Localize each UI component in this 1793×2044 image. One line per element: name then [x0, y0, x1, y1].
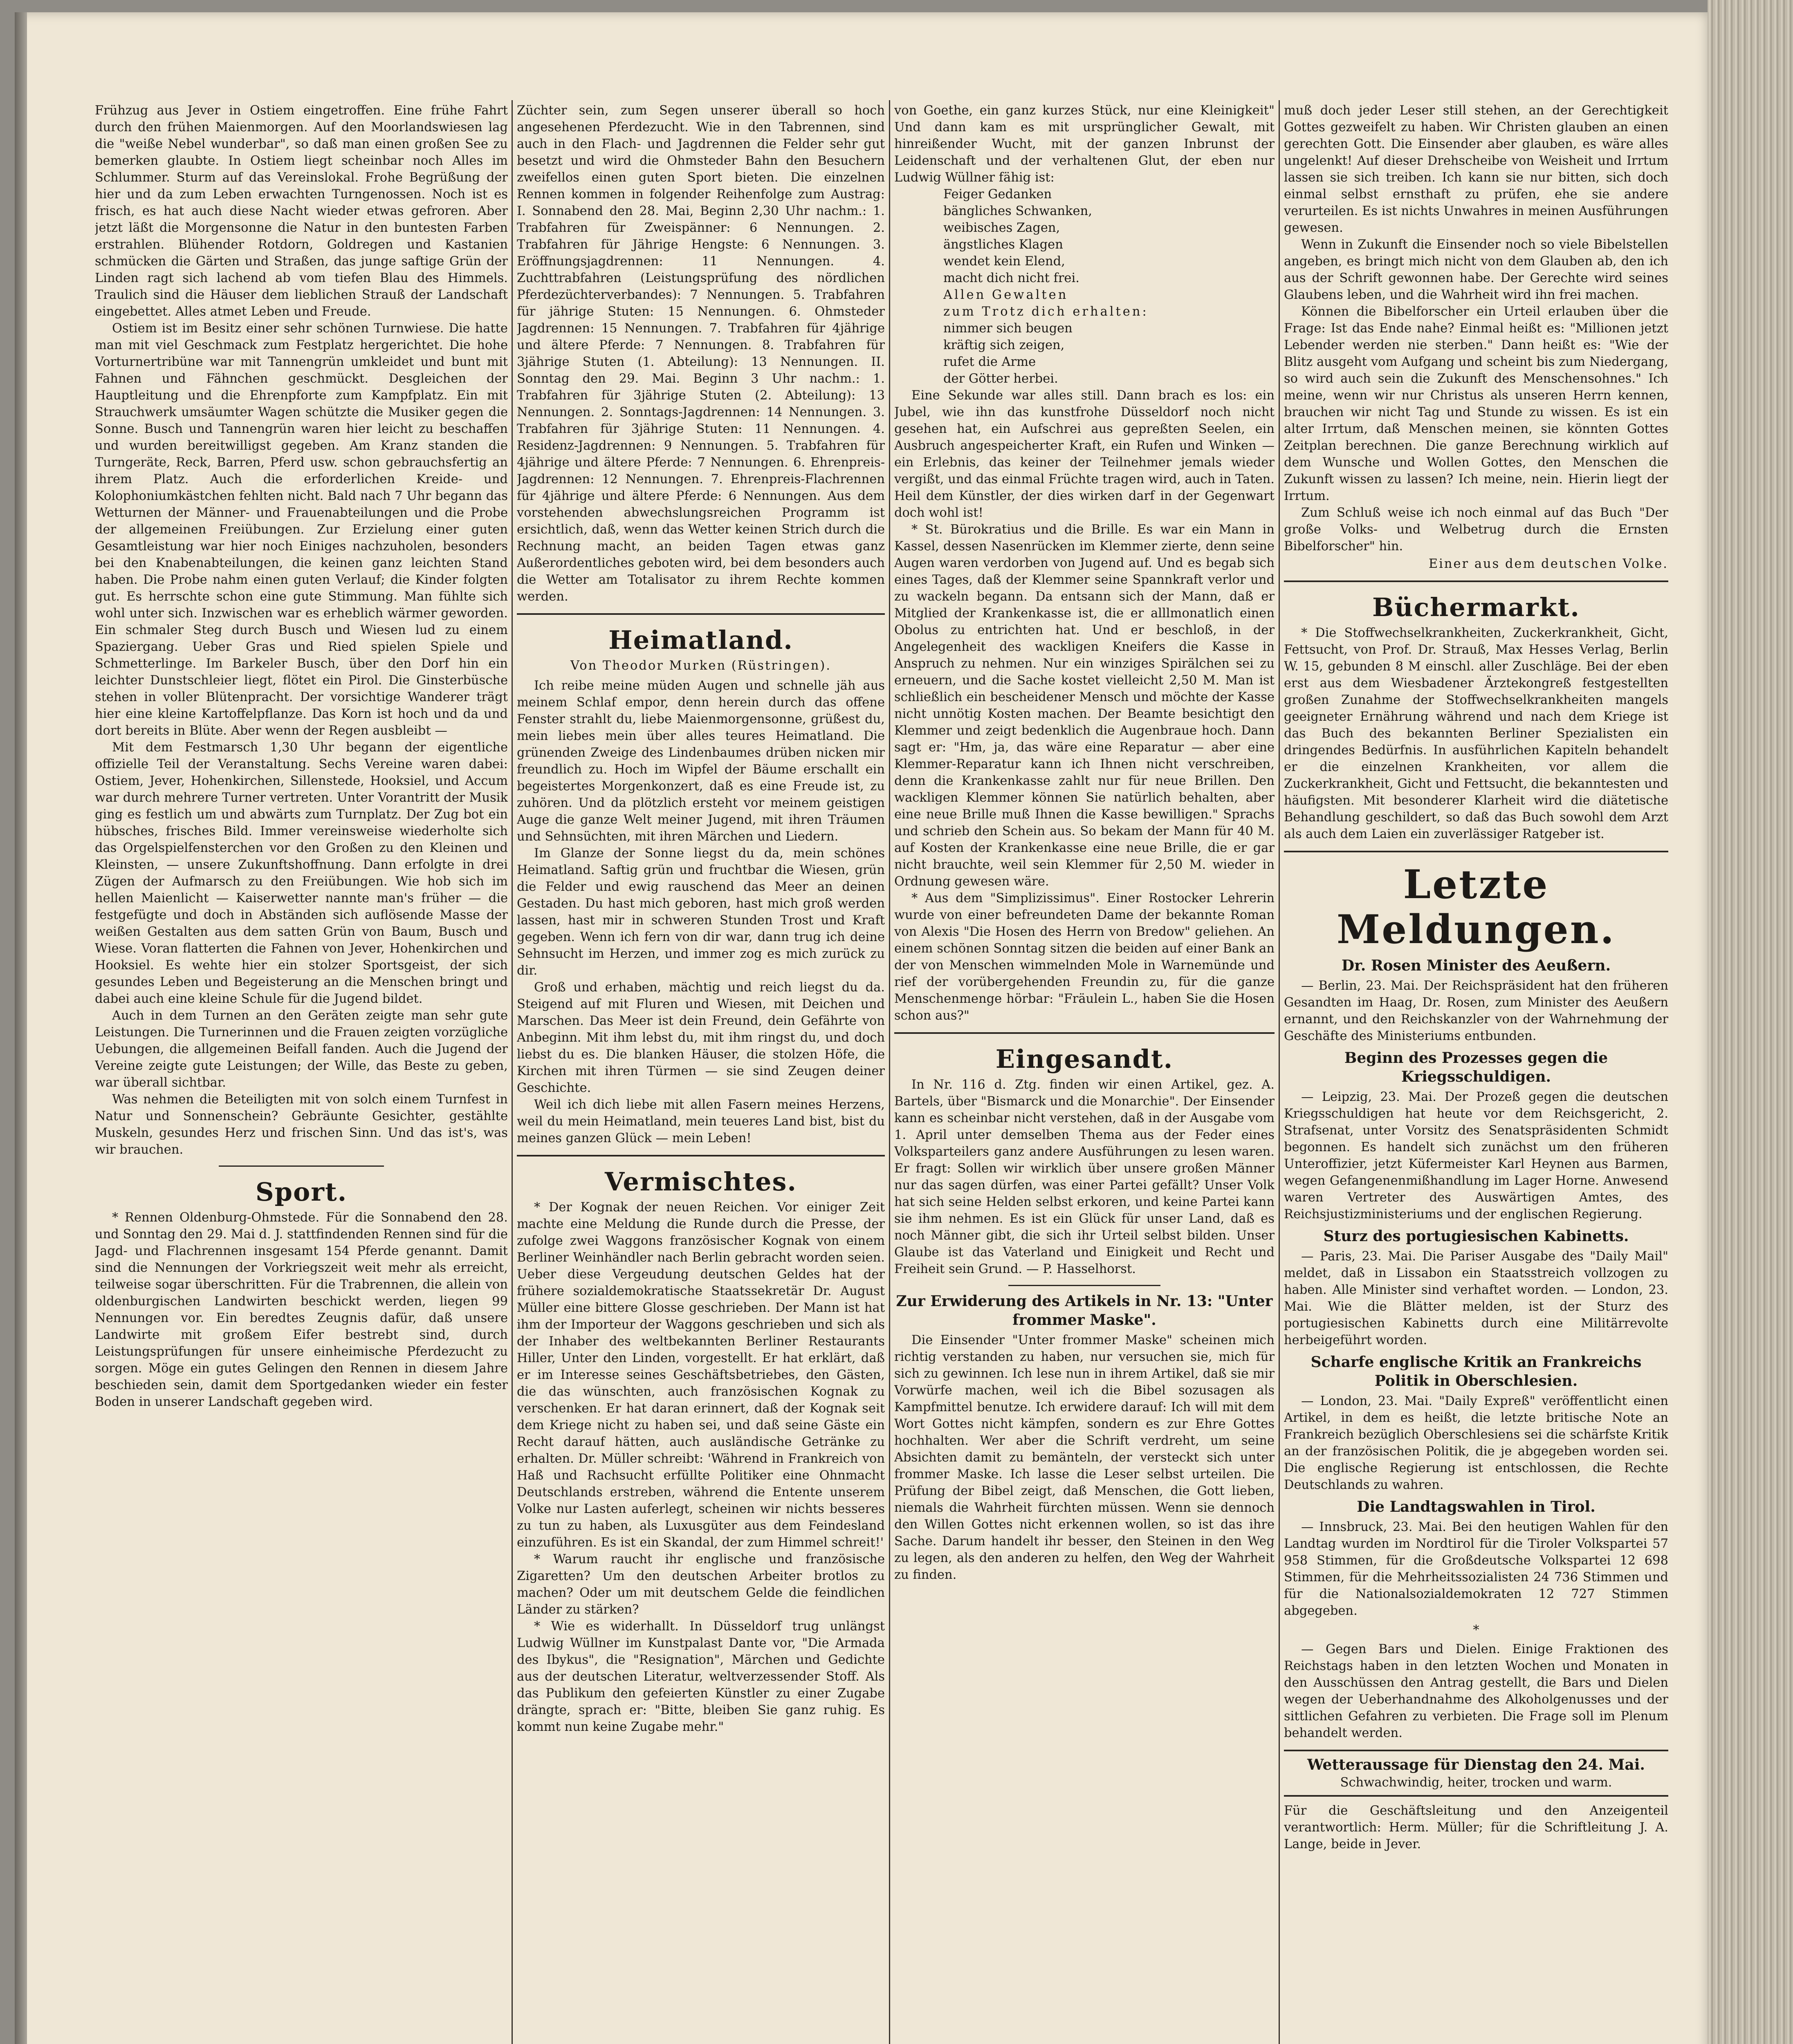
poem-line: macht dich nicht frei.	[943, 271, 1079, 285]
article-text: * Aus dem "Simplizissimus". Einer Rostocker Lehrerin wurde von einer befreundeten Dame der bekannte Roman von Alexis "Die Hosen des Herrn von Bredow" geliehen. An einem schönen Sonntag sitzen die beiden auf einer Bank an der von Menschen wimmelnden Mole in Warnemünde und rief der vorübergehenden Freundin zu, für die ganze Menschenmenge hörbar: "Fräulein L., haben Sie die Hosen schon aus?"	[894, 891, 1275, 1023]
weather-text: Schwachwindig, heiter, trocken und warm.	[1340, 1775, 1612, 1790]
signature: Einer aus dem deutschen Volke.	[1428, 557, 1668, 571]
article-text: * Wie es widerhallt. In Düsseldorf trug unlängst Ludwig Wüllner im Kunstpalast Dante vor, "Die Armada des Ibykus", die "Resignation", Märchen und Gedichte aus der deutschen Literatur, weltverzessender Stoff. Als das Publikum den gefeierten Künstler zu einer Zugabe drängte, sprach er: "Bitte, bleiben Sie ganz ruhig. Es kommt nun keine Zugabe mehr."	[517, 1619, 885, 1734]
article-text: Frühzug aus Jever in Ostiem eingetroffen. Eine frühe Fahrt durch den frühen Maienmorgen. Auf den Moorlandswiesen lag die "weiße Nebel wunderbar", so daß man einen großen See zu bemerken glaubte. In Ostiem liegt scheinbar noch Alles im Schlummer. Sturm auf das Vereinslokal. Frohe Begrüßung der hier und da zum Leben erwachten Turngenossen. Noch ist es frisch, es hat auch diese Nacht wieder etwas gefroren. Aber jetzt läßt die Morgensonne die Natur in den buntesten Farben erstrahlen. Blühender Rotdorn, Goldregen und Kastanien schmücken die Gärten und Straßen, das junge saftige Grün der Linden ragt sich lachend ab vom tiefen Blau des Himmels. Traulich sind die Häuser dem lieblichen Strauß der Landschaft eingebettet. Alles atmet Leben und Freude.	[95, 103, 508, 319]
column-2	[517, 102, 885, 2044]
news-text: — Leipzig, 23. Mai. Der Prozeß gegen die deutschen Kriegsschuldigen hat heute vor dem Reichsgericht, 2. Strafsenat, unter Vorsitz des Senatspräsidenten Schmidt begonnen. Es handelt sich zunächst um den früheren Unteroffizier, jetzt Küfermeister Karl Heynen aus Barmen, wegen Gefangenenmißhandlung im Lager Horne. Anwesend waren Vertreter des Auswärtigen Amtes, des Reichsjustizministeriums und der englischen Regierung.	[1284, 1090, 1668, 1221]
newspaper-page	[15, 12, 1708, 2044]
article-text: Zum Schluß weise ich noch einmal auf das Buch "Der große Volks- und Welbetrug durch die Ernsten Bibelforscher" hin.	[1284, 506, 1668, 554]
news-heading: Dr. Rosen Minister des Aeußern.	[1341, 957, 1611, 974]
subheading: Zur Erwiderung des Artikels in Nr. 13: "Unter frommer Maske".	[896, 1293, 1273, 1329]
imprint: Für die Geschäftsleitung und den Anzeigenteil verantwortlich: Herm. Müller; für die Schriftleitung J. A. Lange, beide in Jever.	[1284, 1804, 1668, 1851]
news-text: — Paris, 23. Mai. Die Pariser Ausgabe des "Daily Mail" meldet, daß in Lissabon ein Staatsstreich vollzogen zu haben. Alle Minister sind verhaftet worden. — London, 23. Mai. Wie die Blätter melden, ist der Sturz des portugiesischen Kabinetts durch eine Militärrevolte herbeigeführt worden.	[1284, 1249, 1668, 1347]
poem-line: rufet die Arme	[943, 355, 1036, 369]
news-text: — Berlin, 23. Mai. Der Reichspräsident hat den früheren Gesandten im Haag, Dr. Rosen, zum Minister des Aeußern ernannt, und den Reichskanzler von der Wahrnehmung der Geschäfte des Ministeriums entbunden.	[1284, 979, 1668, 1043]
article-text: Mit dem Festmarsch 1,30 Uhr begann der eigentliche offizielle Teil der Veranstaltung. Sechs Vereine waren dabei: Ostiem, Jever, Hohenkirchen, Sillenstede, Hooksiel, und Accum war durch mehrere Turner vertreten. Unter Vorantritt der Musik ging es festlich um und abwärts zum Turnplatz. Der Zug bot ein hübsches, frisches Bild. Immer vereinsweise wiederholte sich das Orgelspielfensterchen vor den Großen zu den Kleinen und Kleinsten, — unsere Zukunftshoffnung. Dann erfolgte in drei Zügen der Aufmarsch zu den Freiübungen. Wie hob sich im hellen Maienlicht — Kaiserwetter nannte man's früher — die festgefügte und doch in Abständen sich auflösende Masse der weißen Gestalten aus dem satten Grün von Baum, Busch und Wiese. Voran flatterten die Fahnen von Jever, Hohenkirchen und Hooksiel. Es wehte hier ein stolzer Sportsgeist, der sich gesundes Leben und Begeisterung an die Menschen bringt und dabei auch eine kleine Schule für die Jugend bildet.	[95, 740, 508, 1006]
separator	[894, 1032, 1275, 1034]
section-title-vermischtes: Vermischtes.	[605, 1167, 797, 1197]
poem-line: nimmer sich beugen	[943, 321, 1073, 336]
article-text: * Rennen Oldenburg-Ohmstede. Für die Sonnabend den 28. und Sonntag den 29. Mai d. J. stattfindenden Rennen sind für die Jagd- und Flachrennen insgesamt 154 Pferde genannt. Damit sind die Nennungen der Vorkriegszeit weit mehr als erreicht, teilweise sogar überschritten. Für die Trabrennen, die allein von oldenburgischen Landwirten beschickt werden, liegen 99 Nennungen vor. Ein beredtes Zeugnis dafür, daß unsere Landwirte mit großem Eifer bestrebt sind, durch Leistungsprüfungen für unsere einheimische Pferdezucht zu sorgen. Möge ein gutes Gelingen den Rennen in diesem Jahre beschieden sein, damit dem Sportgedanken wieder ein fester Boden in unserer Landschaft gegeben wird.	[95, 1210, 508, 1409]
article-text: muß doch jeder Leser still stehen, an der Gerechtigkeit Gottes gezweifelt zu haben. Wir Christen glauben an einen gerechten Gott. Die Einsender aber glauben, es wäre alles ungelenkt! Auf dieser Drehscheibe von Weisheit und Irrtum lassen sie sich treiben. Ich kann sie nur bitten, sich doch einmal selbst ernsthaft zu prüfen, ehe sie andere verurteilen. Es ist nichts Unwahres in meinen Ausführungen gewesen.	[1284, 103, 1668, 235]
article-text: Auch in dem Turnen an den Geräten zeigte man sehr gute Leistungen. Die Turnerinnen und die Frauen zeigten vorzügliche Uebungen, die allgemeinen Beifall fanden. Auch die Jugend der Vereine zeigte gute Leistungen; der Wille, das Beste zu geben, war überall sichtbar.	[95, 1009, 508, 1090]
article-text: * Der Kognak der neuen Reichen. Vor einiger Zeit machte eine Meldung die Runde durch die Presse, der zufolge zwei Waggons französischer Kognak von einem Berliner Weinhändler nach Berlin gebracht worden seien. Ueber diese Vergeudung deutschen Geldes hat der frühere sozialdemokratische Staatssekretär Dr. August Müller eine bittere Glosse geschrieben. Der Mann ist hat ihm der Importeur der Waggons geschrieben und sich als der Inhaber des weltbekannten Berliner Restaurants Hiller, Unter den Linden, vorgestellt. Er hat erklärt, daß er im Interesse seines Geschäftsbetriebes, den Gästen, die das wünschten, auch französischen Kognak zu verschenken. Er hat daran erinnert, daß der Kognak seit dem Kriege nicht zu haben sei, und daß seine Gäste ein Recht darauf hätten, auch ausländische Getränke zu erhalten. Dr. Müller schreibt: 'Während in Frankreich von Haß und Rachsucht erfüllte Politiker eine Ohnmacht Deutschlands erstreben, während die Entente unserem Volke nur Lasten auferlegt, scheinen wir nichts besseres zu tun zu haben, als Luxusgüter aus dem Feindesland einzuführen. Es ist ein Skandal, der zum Himmel schreit!'	[517, 1200, 885, 1550]
news-text: — Innsbruck, 23. Mai. Bei den heutigen Wahlen für den Landtag wurden im Nordtirol für die Tiroler Volkspartei 57 958 Stimmen, für die Großdeutsche Volkspartei 12 698 Stimmen, für die Mehrheitssozialisten 24 736 Stimmen und für die Nationalsozialdemokraten 12 727 Stimmen abgegeben.	[1284, 1520, 1668, 1618]
poem-line: der Götter herbei.	[943, 372, 1058, 386]
news-heading: Scharfe englische Kritik an Frankreichs Politik in Oberschlesien.	[1311, 1354, 1642, 1390]
article-text: * Die Stoffwechselkrankheiten, Zuckerkrankheit, Gicht, Fettsucht, von Prof. Dr. Strauß, Max Hesses Verlag, Berlin W. 15, gebunden 8 M einschl. aller Zuschläge. Bei der eben erst aus dem Wiesbadener Ärztekongreß festgestellten großen Zunahme der Stoffwechselkrankheiten mangels geeigneter Ernährung während und nach dem Kriege ist das Buch des bekannten Berliner Spezialisten ein dringendes Bedürfnis. In ausführlichen Kapiteln behandelt er die einzelnen Krankheiten, vor allem die Zuckerkrankheit, Gicht und Fettsucht, die bekanntesten und häufigsten. Mit besonderer Klarheit wird die diätetische Behandlung geschildert, so daß das Buch sowohl dem Arzt als auch dem Laien ein zuverlässiger Ratgeber ist.	[1284, 626, 1668, 841]
poem-line: ängstliches Klagen	[943, 238, 1063, 252]
separator	[517, 1155, 885, 1156]
weather-box	[1284, 1750, 1668, 1797]
article-text: Ich reibe meine müden Augen und schnelle jäh aus meinem Schlaf empor, denn herein durch das offene Fenster strahlt du, liebe Maienmorgensonne, grüßest du, mein liebes mein über alles teures Heimatland. Die grünenden Zweige des Lindenbaumes drüben nicken mir freundlich zu. Hoch im Wipfel der Bäume erschallt ein begeistertes Morgenkonzert, daß es eine Freude ist, zu zuhören. Und da plötzlich ersteht vor meinem geistigen Auge die ganze Welt meiner Jugend, mit ihren Träumen und Sehnsüchten, mit ihren Märchen und Liedern.	[517, 679, 885, 844]
news-heading: Beginn des Prozesses gegen die Kriegsschuldigen.	[1344, 1049, 1608, 1085]
news-heading: Die Landtagswahlen in Tirol.	[1357, 1498, 1596, 1515]
poem-line: bängliches Schwanken,	[943, 204, 1092, 218]
separator	[1284, 580, 1668, 582]
poem-line: weibisches Zagen,	[943, 221, 1060, 235]
section-title-heimatland: Heimatland.	[608, 625, 793, 655]
column-3	[894, 102, 1275, 2044]
poem-line: kräftig sich zeigen,	[943, 338, 1065, 352]
separator	[219, 1165, 384, 1167]
news-text: — London, 23. Mai. "Daily Expreß" veröffentlicht einen Artikel, in dem es heißt, die letzte britische Note an Frankreich bezüglich Oberschlesiens sei die schärfste Kritik an der französischen Politik, die je abgegeben worden sei. Die englische Regierung ist entschlossen, die Rechte Deutschlands zu wahren.	[1284, 1394, 1668, 1492]
weather-title: Wetteraussage für Dienstag den 24. Mai.	[1307, 1756, 1645, 1773]
article-text: * St. Bürokratius und die Brille. Es war ein Mann in Kassel, dessen Nasenrücken im Klemmer zierte, denn seine Augen waren verdorben von Jugend auf. Und es begab sich eines Tages, daß der Klemmer seine Spannkraft verlor und zu wackeln begann. Da entsann sich der Mann, daß er Mitglied der Krankenkasse ist, die er alllmonatlich einen Obolus zu entrichten hat. Und er beschloß, in der Angelegenheit des wackligen Kneifers die Kasse in Anspruch zu nehmen. Nur ein winziges Spirälchen sei zu erneuern, und die Sache kostet vielleicht 2,50 M. Man ist schließlich ein bescheidener Mensch und möchte der Kasse nicht unnötig Kosten machen. Der Beamte besichtigt den Klemmer und zeigt bedenklich die Augenbraue hoch. Dann sagt er: "Hm, ja, das wäre eine Reparatur — aber eine Klemmer-Reparatur kann ich Ihnen nicht verschreiben, denn die Krankenkasse zahlt nur für neue Brillen. Den wackligen Klemmer können Sie natürlich behalten, aber eine neue Brille muß Ihnen die Kasse bewilligen." Sprachs und schrieb den Schein aus. So bekam der Mann für 40 M. auf Kosten der Krankenkasse eine neue Brille, die er gar nicht brauchte, weil sein Klemmer für 2,50 M. wieder in Ordnung gewesen wäre.	[894, 522, 1275, 889]
separator	[1284, 851, 1668, 852]
separator	[517, 613, 885, 615]
section-title-sport: Sport.	[255, 1177, 348, 1207]
byline: Von Theodor Murken (Rüstringen).	[570, 659, 831, 673]
poem-line: zum Trotz dich erhalten:	[943, 305, 1149, 319]
article-text: Im Glanze der Sonne liegst du da, mein schönes Heimatland. Saftig grün und fruchtbar die Wiesen, grün die Felder und ewig rauschend das Meer an deinen Gestaden. Du hast mich geboren, hast mich groß werden lassen, hast mir in schweren Stunden Trost und Kraft gegeben. Wenn ich fern von dir war, dann trug ich deine Sehnsucht im Herzen, und immer zog es mich zurück zu dir.	[517, 846, 885, 978]
column-4	[1284, 102, 1668, 2044]
poem	[894, 186, 1275, 387]
article-text: In Nr. 116 d. Ztg. finden wir einen Artikel, gez. A. Bartels, über "Bismarck und die Monarchie". Der Einsender kann es scheinbar nicht verstehen, daß in der Ausgabe vom 1. April unter demselben Thema aus der Feder eines Volksparteilers ganz andere Ausführungen zu lesen waren. Er fragt: Sollen wir wirklich über unsere großen Männer nur das sagen dürfen, was einer Partei gefällt? Unser Volk hat sich seine Helden selbst erkoren, und keine Partei kann sie ihm nehmen. Es ist ein Glück für unser Land, daß es noch Männer gibt, die sich ihr Urteil selbst bilden. Unser Glaube ist das Vaterland und Einigkeit und Recht und Freiheit sein Grund. — P. Hasselhorst.	[894, 1078, 1275, 1276]
article-text: Können die Bibelforscher ein Urteil erlauben über die Frage: Ist das Ende nahe? Einmal heißt es: "Millionen jetzt Lebender werden nie sterben." Dann heißt es: "Wie der Blitz ausgeht vom Aufgang und scheint bis zum Niedergang, so wird auch sein die Zukunft des Menschensohnes." Ich meine, wenn wir nur Christus als unseren Herrn kennen, brauchen wir nicht Tag und Stunde zu wissen. Es ist ein alter Irrtum, daß Menschen meinen, sie könnten Gottes Zeitplan berechnen. Die ganze Berechnung wirklich auf dem Wunsche und Wollen Gottes, den Menschen die Zukunft wissen zu lassen? Ich meine, nein. Hierin liegt der Irrtum.	[1284, 305, 1668, 503]
article-text: Eine Sekunde war alles still. Dann brach es los: ein Jubel, wie ihn das kunstfrohe Düsseldorf noch nicht gesehen hat, ein Aufschrei aus gepreßten Seelen, ein Ausbruch angespeicherter Kraft, ein Rufen und Winken — ein Erlebnis, das keiner der Teilnehmer jemals wieder vergißt, und das einmal Früchte tragen wird, auch in Taten. Heil dem Künstler, der dies wirken darf in der Gegenwart doch wohl ist!	[894, 388, 1275, 520]
column-divider	[1279, 100, 1280, 2044]
poem-line: Feiger Gedanken	[943, 187, 1052, 202]
asterisk-divider: *	[1473, 1623, 1479, 1637]
article-text: * Warum raucht ihr englische und französische Zigaretten? Um den deutschen Arbeiter brotlos zu machen? Oder um mit deutschem Gelde die feindlichen Länder zu stärken?	[517, 1552, 885, 1617]
news-heading: Sturz des portugiesischen Kabinetts.	[1323, 1228, 1629, 1245]
section-title-buechermarkt: Büchermarkt.	[1372, 592, 1580, 622]
separator	[1008, 1285, 1160, 1286]
poem-line: Allen Gewalten	[943, 288, 1068, 302]
article-text: Züchter sein, zum Segen unserer überall so hoch angesehenen Pferdezucht. Wie in den Tabrennen, sind auch in den Flach- und Jagdrennen die Felder sehr gut besetzt und wird die Ohmsteder Bahn den Besuchern zweifellos einen guten Sport bieten. Die einzelnen Rennen kommen in folgender Reihenfolge zum Austrag: I. Sonnabend den 28. Mai, Beginn 2,30 Uhr nachm.: 1. Trabfahren für Zweispänner: 6 Nennungen. 2. Trabfahren für Jährige Hengste: 6 Nennungen. 3. Eröffnungsjagdrennen: 11 Nennungen. 4. Zuchttrabfahren (Leistungsprüfung des nördlichen Pferdezüchterverbandes): 7 Nennungen. 5. Trabfahren für jährige Stuten: 15 Nennungen. 6. Ohmsteder Jagdrennen: 15 Nennungen. 7. Trabfahren für 4jährige und ältere Pferde: 7 Nennungen. 8. Trabfahren für 3jährige Stuten (1. Abteilung): 13 Nennungen. II. Sonntag den 29. Mai. Beginn 3 Uhr nachm.: 1. Trabfahren für 3jährige Stuten (2. Abteilung): 13 Nennungen. 2. Sonntags-Jagdrennen: 14 Nennungen. 3. Trabfahren für 3jährige Stuten: 11 Nennungen. 4. Residenz-Jagdrennen: 9 Nennungen. 5. Trabfahren für 4jährige und ältere Pferde: 7 Nennungen. 6. Ehrenpreis-Jagdrennen: 12 Nennungen. 7. Ehrenpreis-Flachrennen für 4jährige und ältere Pferde: 6 Nennungen. Aus dem vorstehenden abwechslungsreichen Programm ist ersichtlich, daß, wenn das Wetter keinen Strich durch die Rechnung macht, an beiden Tagen etwas ganz Außerordentliches geboten wird, bei dem besonders auch die Wetter am Totalisator zu ihrem Rechte kommen werden.	[517, 103, 885, 604]
article-text: von Goethe, ein ganz kurzes Stück, nur eine Kleinigkeit" Und dann kam es mit ursprünglicher Gewalt, mit hinreißender Wucht, mit der ganzen Inbrunst der Leidenschaft und der verhaltenen Glut, der eben nur Ludwig Wüllner fähig ist:	[894, 103, 1275, 185]
article-text: Die Einsender "Unter frommer Maske" scheinen mich richtig verstanden zu haben, nur versuchen sie, mich für sich zu gewinnen. Ich lese nun in ihrem Artikel, daß sie mir Vorwürfe machen, weil ich die Bibel sozusagen als Kampfmittel benutze. Ich erwidere darauf: Ich will mit dem Wort Gottes nicht kämpfen, sondern es zur Ehre Gottes hochhalten. Wer aber die Schrift verdreht, um seine Absichten damit zu bemänteln, der versteckt sich unter frommer Maske. Ich lasse die Leser selbst urteilen. Die Prüfung der Bibel zeigt, daß Menschen, die Gott lieben, niemals die Wahrheit fürchten müssen. Wenn sie dennoch den Willen Gottes nicht erkennen wollen, so ist das ihre Sache. Darum handelt ihr besser, den Steinen in den Weg zu legen, als den anderen zu helfen, den Weg der Wahrheit zu finden.	[894, 1333, 1275, 1582]
section-title-eingesandt: Eingesandt.	[995, 1044, 1174, 1074]
poem-line: wendet kein Elend,	[943, 254, 1065, 269]
section-title-letzte-meldungen: Letzte Meldungen.	[1337, 861, 1616, 953]
page-binding	[15, 12, 27, 2044]
column-divider	[889, 100, 890, 2044]
column-divider	[512, 100, 513, 2044]
article-text: Wenn in Zukunft die Einsender noch so viele Bibelstellen angeben, es bringt mich nicht von dem Glauben ab, den ich aus der Schrift gewonnen habe. Der Gerechte wird seines Glaubens leben, und die Wahrheit wird ihn frei machen.	[1284, 238, 1668, 302]
article-text: Groß und erhaben, mächtig und reich liegst du da. Steigend auf mit Fluren und Wiesen, mit Deichen und Marschen. Das Meer ist dein Freund, dein Gefährte von Anbeginn. Mit ihm lebst du, mit ihm ringst du, und doch liebst du es. Die blanken Häuser, die stolzen Höfe, die Kirchen mit ihren Türmen — sie sind Zeugen deiner Geschichte.	[517, 980, 885, 1095]
article-text: Was nehmen die Beteiligten mit von solch einem Turnfest in Natur und Sonnenschein? Gebräunte Gesichter, gestählte Muskeln, gesundes Herz und frischen Sinn. Und das ist's, was wir brauchen.	[95, 1092, 508, 1157]
news-text: — Gegen Bars und Dielen. Einige Fraktionen des Reichstags haben in den letzten Wochen und Monaten in den Ausschüssen den Antrag gestellt, die Bars und Dielen wegen der Ueberhandnahme des Alkoholgenusses und der sittlichen Gefahren zu verbieten. Die Frage soll im Plenum behandelt werden.	[1284, 1642, 1668, 1740]
article-text: Weil ich dich liebe mit allen Fasern meines Herzens, weil du mein Heimatland, mein teueres Land bist, bist du meines ganzen Glück — mein Leben!	[517, 1098, 885, 1145]
column-1	[95, 102, 508, 2044]
book-edge	[1708, 0, 1793, 2044]
article-text: Ostiem ist im Besitz einer sehr schönen Turnwiese. Die hatte man mit viel Geschmack zum Festplatz hergerichtet. Die hohe Vorturnertribüne war mit Tannengrün umkleidet und bunt mit Fahnen und Fähnchen geschmückt. Desgleichen der Hauptleitung und die Ehrenpforte zum Kampfplatz. Ein mit Strauchwerk umsäumter Wagen schützte die Musiker gegen die Sonne. Busch und Tannengrün waren hier leicht zu beschaffen und wurden bereitwilligst gegeben. Am Kranz standen die Turngeräte, Reck, Barren, Pferd usw. schon gebrauchsfertig an ihrem Platz. Auch die erforderlichen Kreide- und Kolophoniumkästchen fehlten nicht. Bald nach 7 Uhr begann das Wetturnen der Männer- und Frauenabteilungen und die Probe der allgemeinen Freiübungen. Zur Erzielung einer guten Gesamtleistung war hier noch Einiges nachzuholen, besonders bei den Knabenabteilungen, die keinen ganz leichten Stand haben. Die Probe nahm einen guten Verlauf; die Kinder folgten gut. Es herrschte schon eine gute Stimmung. Man fühlte sich wohl unter sich. Inzwischen war es erheblich wärmer geworden. Ein schmaler Steg durch Busch und Wiesen lud zu einem Spaziergang. Ueber Gras und Ried spielen Spiele und Schmetterlinge. Im Barkeler Busch, über den Dorf hin ein leichter Dunstschleier liegt, flötet ein Pirol. Die Ginsterbüsche stehen in voller Blütenpracht. Der vorsichtige Wanderer trägt hier eine kleine Kartoffelpflanze. Das Korn ist hoch und da und dort bereits in Blüte. Aber wenn der Regen ausbleibt —	[95, 321, 508, 738]
